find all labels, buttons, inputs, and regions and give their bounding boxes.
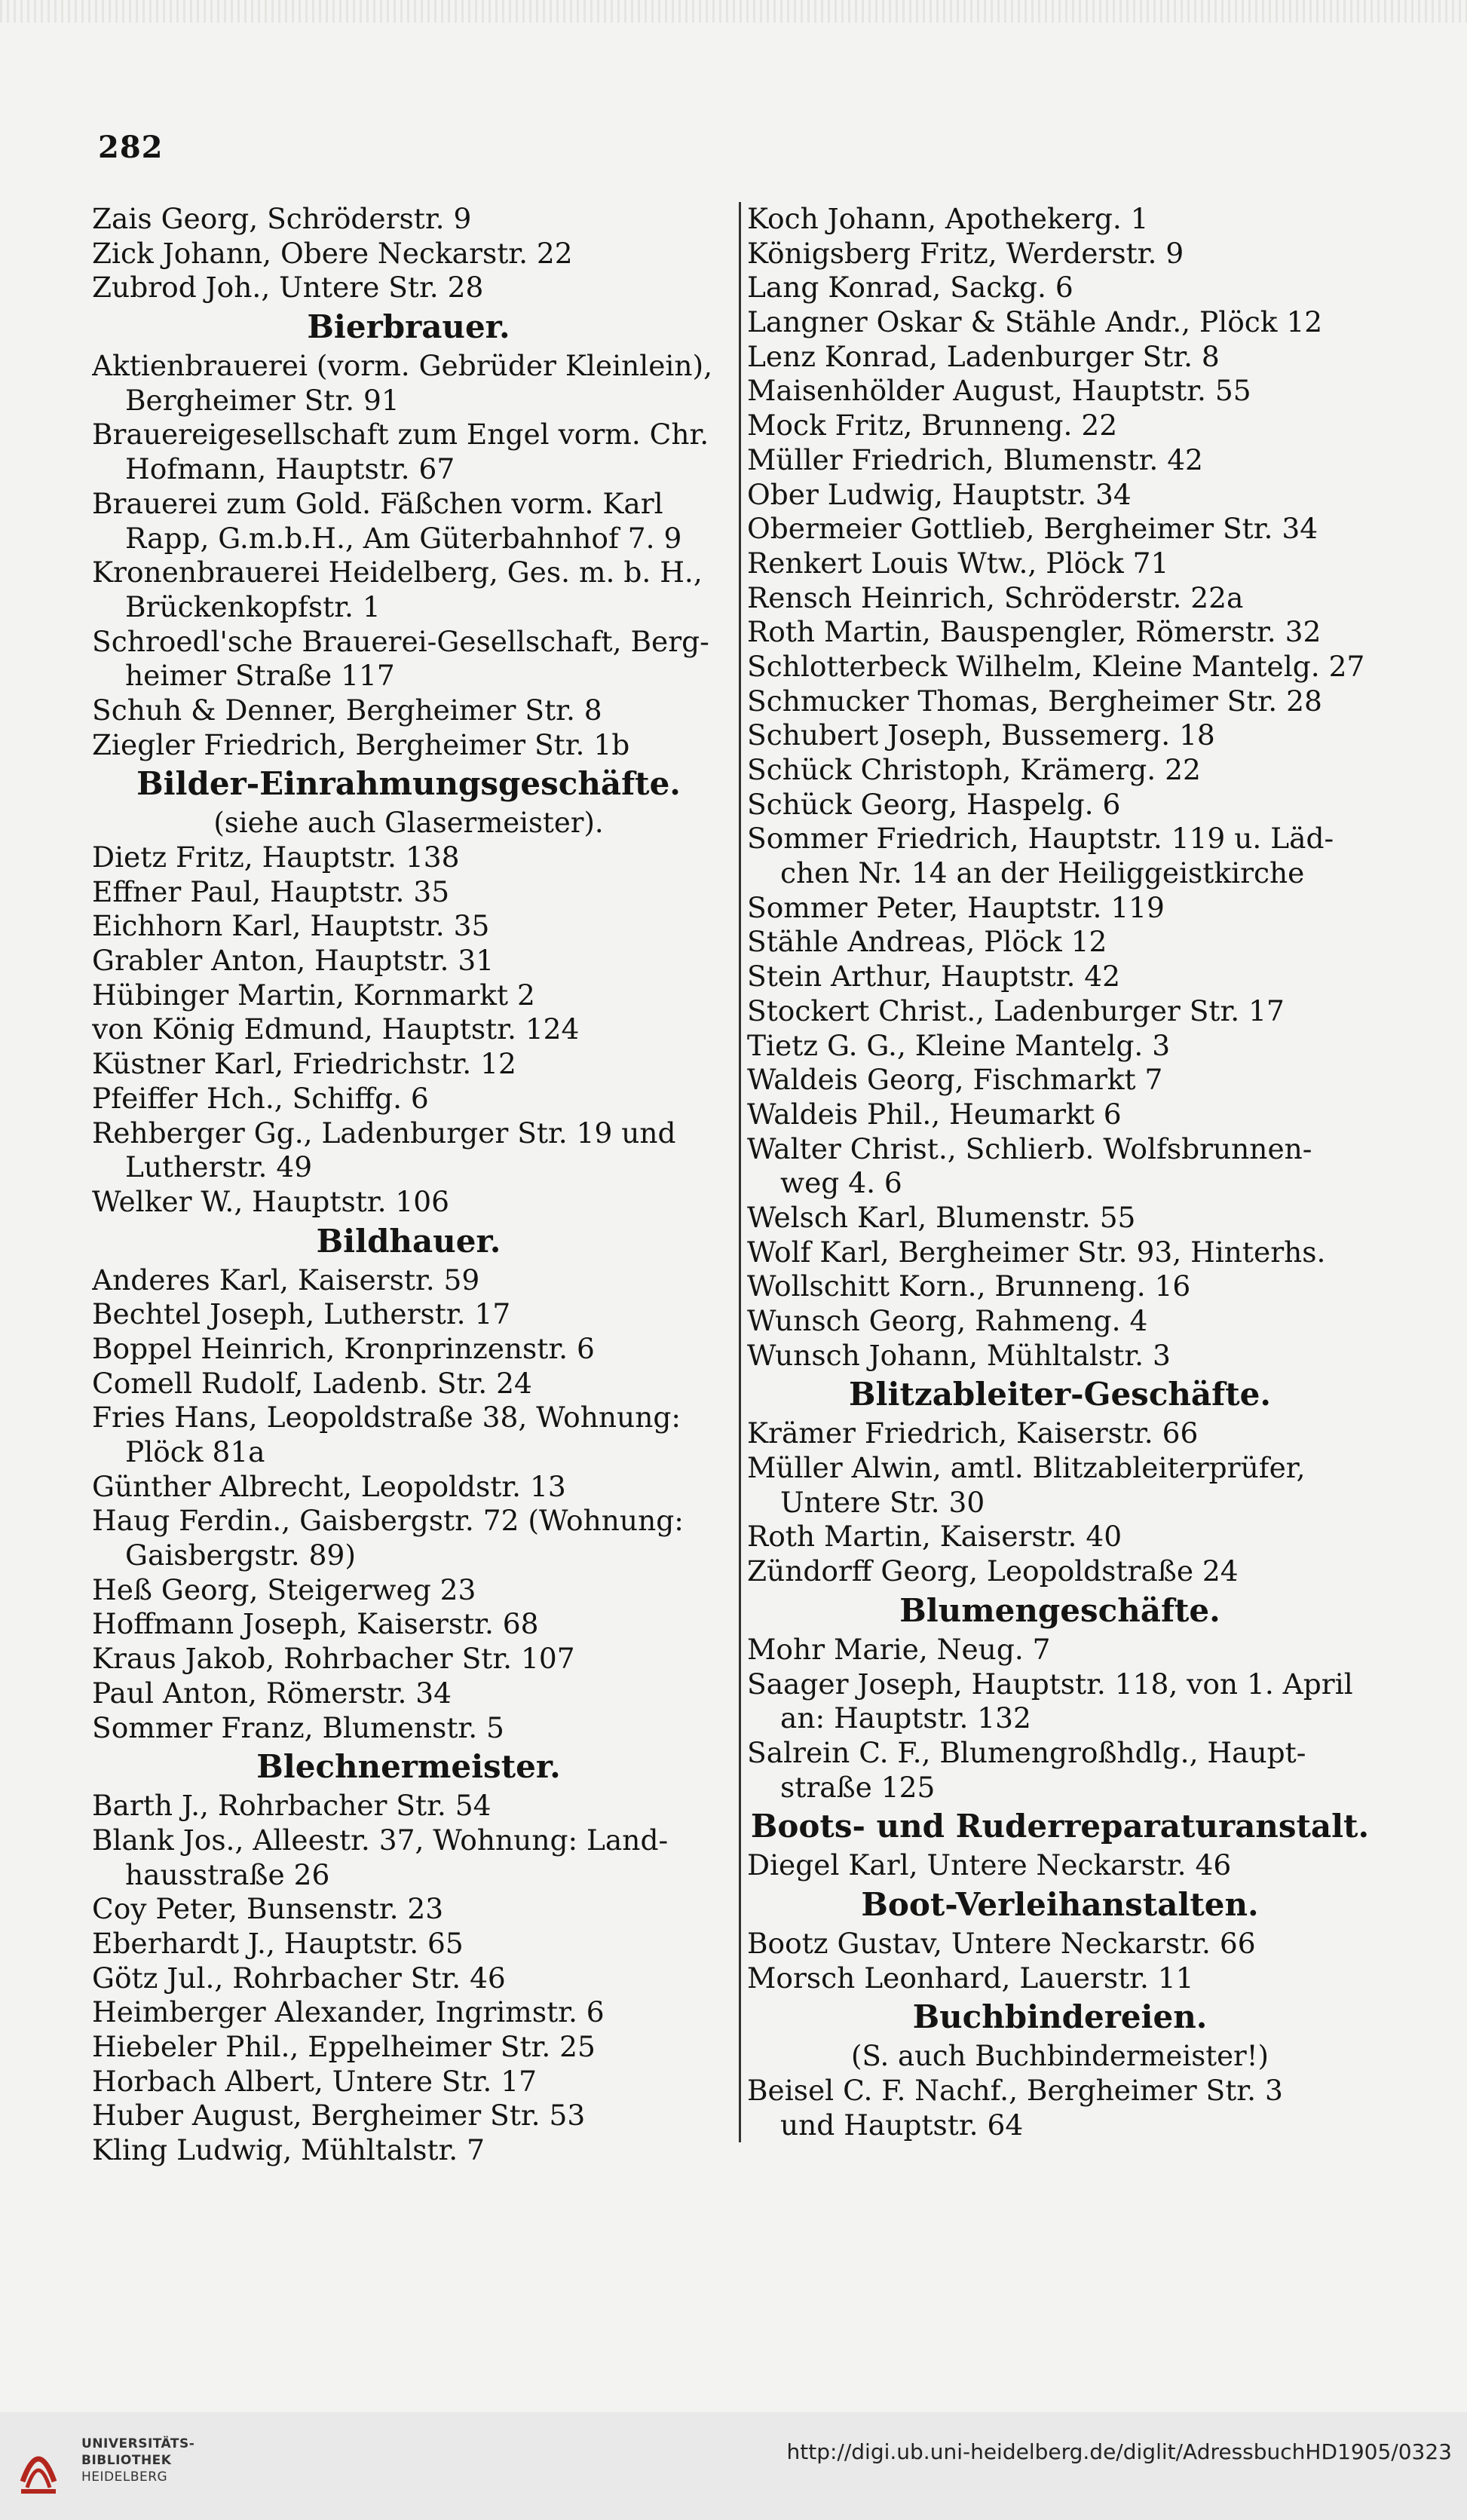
directory-entry: Barth J., Rohrbacher Str. 54: [92, 1789, 492, 1823]
directory-entry: Koch Johann, Apothekerg. 1: [747, 202, 1149, 235]
directory-entry: Schück Georg, Haspelg. 6: [747, 787, 1121, 821]
directory-entry: Günther Albrecht, Leopoldstr. 13: [92, 1469, 566, 1503]
directory-entry: Mock Fritz, Brunneng. 22: [747, 409, 1118, 442]
directory-entry: Boppel Heinrich, Kronprinzenstr. 6: [92, 1331, 595, 1365]
section-heading: Boot-Verleihanstalten.: [861, 1885, 1259, 1923]
directory-entry: Ober Ludwig, Hauptstr. 34: [747, 477, 1132, 511]
section-heading: Buchbindereien.: [912, 1998, 1208, 2036]
directory-entry: Schück Christoph, Krämerg. 22: [747, 753, 1201, 786]
section-note: (S. auch Buchbindermeister!): [851, 2040, 1269, 2073]
left-column: [92, 202, 725, 2168]
directory-entry: Schlotterbeck Wilhelm, Kleine Mantelg. 27: [747, 649, 1365, 683]
section-heading: Blechnermeister.: [256, 1748, 561, 1786]
directory-entry: Stockert Christ., Ladenburger Str. 17: [747, 994, 1285, 1027]
directory-entry: Aktienbrauerei (vorm. Gebrüder Kleinlein),: [92, 349, 713, 383]
entry-continuation: und Hauptstr. 64: [780, 2108, 1024, 2142]
section-heading: Boots- und Ruderreparaturanstalt.: [750, 1808, 1370, 1845]
directory-entry: Bootz Gustav, Untere Neckarstr. 66: [747, 1926, 1256, 1960]
directory-entry: Walter Christ., Schlierb. Wolfsbrunnen-: [747, 1131, 1312, 1165]
entry-continuation: Lutherstr. 49: [125, 1150, 313, 1184]
directory-entry: Götz Jul., Rohrbacher Str. 46: [92, 1961, 506, 1995]
directory-entry: Dietz Fritz, Hauptstr. 138: [92, 841, 460, 874]
footer-bar: [0, 2412, 1467, 2520]
university-library-logo-icon: [17, 2429, 60, 2504]
directory-entry: Sommer Friedrich, Hauptstr. 119 u. Läd-: [747, 822, 1334, 856]
directory-entry: Heimberger Alexander, Ingrimstr. 6: [92, 1995, 605, 2029]
directory-entry: Tietz G. G., Kleine Mantelg. 3: [747, 1028, 1171, 1062]
directory-entry: Waldeis Phil., Heumarkt 6: [747, 1097, 1122, 1131]
section-heading: Blitzableiter-Geschäfte.: [849, 1376, 1271, 1413]
directory-entry: Krämer Friedrich, Kaiserstr. 66: [747, 1416, 1199, 1450]
directory-entry: Roth Martin, Bauspengler, Römerstr. 32: [747, 615, 1322, 649]
entry-continuation: chen Nr. 14 an der Heiliggeistkirche: [780, 856, 1305, 890]
page-number: 282: [98, 130, 164, 165]
entry-continuation: Untere Str. 30: [780, 1485, 985, 1519]
directory-entry: Obermeier Gottlieb, Bergheimer Str. 34: [747, 512, 1318, 546]
directory-entry: Welsch Karl, Blumenstr. 55: [747, 1200, 1136, 1234]
directory-entry: Fries Hans, Leopoldstraße 38, Wohnung:: [92, 1401, 681, 1435]
directory-entry: Paul Anton, Römerstr. 34: [92, 1676, 452, 1710]
directory-entry: von König Edmund, Hauptstr. 124: [92, 1012, 580, 1046]
directory-entry: Coy Peter, Bunsenstr. 23: [92, 1892, 444, 1926]
directory-entry: Stähle Andreas, Plöck 12: [747, 925, 1107, 959]
entry-continuation: Gaisbergstr. 89): [125, 1539, 356, 1572]
directory-entry: Eichhorn Karl, Hauptstr. 35: [92, 909, 490, 943]
section-note: (siehe auch Glasermeister).: [213, 807, 604, 840]
directory-entry: Langner Oskar & Stähle Andr., Plöck 12: [747, 305, 1323, 339]
directory-entry: Welker W., Hauptstr. 106: [92, 1184, 450, 1218]
section-heading: Bierbrauer.: [307, 308, 510, 346]
directory-entry: Comell Rudolf, Ladenb. Str. 24: [92, 1366, 532, 1400]
entry-continuation: straße 125: [780, 1770, 936, 1804]
directory-entry: Haug Ferdin., Gaisbergstr. 72 (Wohnung:: [92, 1504, 684, 1538]
entry-continuation: weg 4. 6: [780, 1166, 902, 1200]
directory-entry: Morsch Leonhard, Lauerstr. 11: [747, 1961, 1194, 1995]
directory-entry: Roth Martin, Kaiserstr. 40: [747, 1520, 1122, 1554]
entry-continuation: Brückenkopfstr. 1: [125, 589, 381, 623]
directory-entry: Zais Georg, Schröderstr. 9: [92, 202, 472, 235]
directory-entry: Lenz Konrad, Ladenburger Str. 8: [747, 339, 1220, 373]
directory-entry: Müller Friedrich, Blumenstr. 42: [747, 442, 1203, 476]
directory-entry: Kling Ludwig, Mühltalstr. 7: [92, 2133, 485, 2167]
right-column: [739, 202, 1373, 2142]
directory-entry: Sommer Peter, Hauptstr. 119: [747, 890, 1165, 924]
entry-continuation: Rapp, G.m.b.H., Am Güterbahnhof 7. 9: [125, 521, 682, 555]
directory-entry: Pfeiffer Hch., Schiffg. 6: [92, 1081, 429, 1115]
scan-edge-noise: [0, 0, 1467, 23]
directory-entry: Küstner Karl, Friedrichstr. 12: [92, 1047, 516, 1081]
directory-entry: Wolf Karl, Bergheimer Str. 93, Hinterhs.: [747, 1235, 1326, 1269]
entry-continuation: Plöck 81a: [125, 1435, 265, 1468]
entry-continuation: Hofmann, Hauptstr. 67: [125, 452, 455, 486]
directory-entry: Saager Joseph, Hauptstr. 118, von 1. April: [747, 1667, 1353, 1701]
section-heading: Bildhauer.: [316, 1222, 501, 1260]
directory-entry: Eberhardt J., Hauptstr. 65: [92, 1926, 464, 1960]
entry-continuation: an: Hauptstr. 132: [780, 1701, 1031, 1735]
directory-entry: Rehberger Gg., Ladenburger Str. 19 und: [92, 1116, 676, 1150]
directory-entry: Bechtel Joseph, Lutherstr. 17: [92, 1297, 511, 1331]
directory-entry: Schuh & Denner, Bergheimer Str. 8: [92, 693, 602, 727]
directory-entry: Zündorff Georg, Leopoldstraße 24: [747, 1554, 1239, 1588]
directory-entry: Heß Georg, Steigerweg 23: [92, 1572, 476, 1606]
entry-continuation: hausstraße 26: [125, 1857, 330, 1891]
directory-entry: Blank Jos., Alleestr. 37, Wohnung: Land-: [92, 1823, 669, 1857]
directory-entry: Mohr Marie, Neug. 7: [747, 1632, 1051, 1666]
entry-continuation: heimer Straße 117: [125, 659, 395, 693]
library-name-line-3: HEIDELBERG: [81, 2469, 168, 2485]
directory-entry: Brauereigesellschaft zum Engel vorm. Chr.: [92, 418, 709, 452]
directory-entry: Wollschitt Korn., Brunneng. 16: [747, 1269, 1191, 1303]
directory-entry: Müller Alwin, amtl. Blitzableiterprüfer,: [747, 1451, 1306, 1485]
directory-entry: Brauerei zum Gold. Fäßchen vorm. Karl: [92, 486, 663, 520]
directory-entry: Schmucker Thomas, Bergheimer Str. 28: [747, 684, 1322, 718]
directory-entry: Hiebeler Phil., Eppelheimer Str. 25: [92, 2030, 596, 2063]
directory-entry: Beisel C. F. Nachf., Bergheimer Str. 3: [747, 2074, 1283, 2107]
directory-entry: Huber August, Bergheimer Str. 53: [92, 2099, 586, 2133]
directory-entry: Rensch Heinrich, Schröderstr. 22a: [747, 580, 1244, 614]
entry-continuation: Bergheimer Str. 91: [125, 383, 400, 417]
directory-entry: Grabler Anton, Hauptstr. 31: [92, 944, 495, 978]
directory-entry: Schubert Joseph, Bussemerg. 18: [747, 718, 1215, 752]
directory-entry: Ziegler Friedrich, Bergheimer Str. 1b: [92, 727, 630, 761]
directory-entry: Anderes Karl, Kaiserstr. 59: [92, 1263, 480, 1297]
directory-entry: Schroedl'sche Brauerei-Gesellschaft, Berg-: [92, 624, 709, 658]
section-heading: Bilder-Einrahmungsgeschäfte.: [136, 765, 681, 803]
directory-entry: Wunsch Johann, Mühltalstr. 3: [747, 1338, 1171, 1372]
directory-entry: Zubrod Joh., Untere Str. 28: [92, 271, 484, 305]
directory-entry: Waldeis Georg, Fischmarkt 7: [747, 1063, 1163, 1097]
directory-entry: Wunsch Georg, Rahmeng. 4: [747, 1304, 1148, 1337]
directory-entry: Kronenbrauerei Heidelberg, Ges. m. b. H.,: [92, 556, 703, 589]
directory-entry: Renkert Louis Wtw., Plöck 71: [747, 546, 1169, 580]
directory-entry: Salrein C. F., Blumengroßhdlg., Haupt-: [747, 1735, 1306, 1769]
source-url-link[interactable]: http://digi.ub.uni-heidelberg.de/diglit/AdressbuchHD1905/0323: [786, 2439, 1452, 2464]
library-name-line-1: UNIVERSITÄTS-: [81, 2436, 195, 2451]
directory-entry: Hübinger Martin, Kornmarkt 2: [92, 978, 535, 1012]
directory-entry: Hoffmann Joseph, Kaiserstr. 68: [92, 1607, 539, 1641]
library-name-line-2: BIBLIOTHEK: [81, 2453, 172, 2468]
directory-entry: Kraus Jakob, Rohrbacher Str. 107: [92, 1642, 575, 1676]
directory-entry: Stein Arthur, Hauptstr. 42: [747, 960, 1121, 994]
directory-entry: Diegel Karl, Untere Neckarstr. 46: [747, 1848, 1232, 1882]
section-heading: Blumengeschäfte.: [899, 1591, 1220, 1629]
directory-entry: Zick Johann, Obere Neckarstr. 22: [92, 236, 573, 270]
directory-entry: Effner Paul, Hauptstr. 35: [92, 874, 450, 908]
directory-entry: Sommer Franz, Blumenstr. 5: [92, 1710, 504, 1744]
directory-entry: Lang Konrad, Sackg. 6: [747, 271, 1073, 305]
directory-entry: Königsberg Fritz, Werderstr. 9: [747, 236, 1184, 270]
directory-entry: Horbach Albert, Untere Str. 17: [92, 2064, 537, 2098]
directory-entry: Maisenhölder August, Hauptstr. 55: [747, 374, 1251, 408]
